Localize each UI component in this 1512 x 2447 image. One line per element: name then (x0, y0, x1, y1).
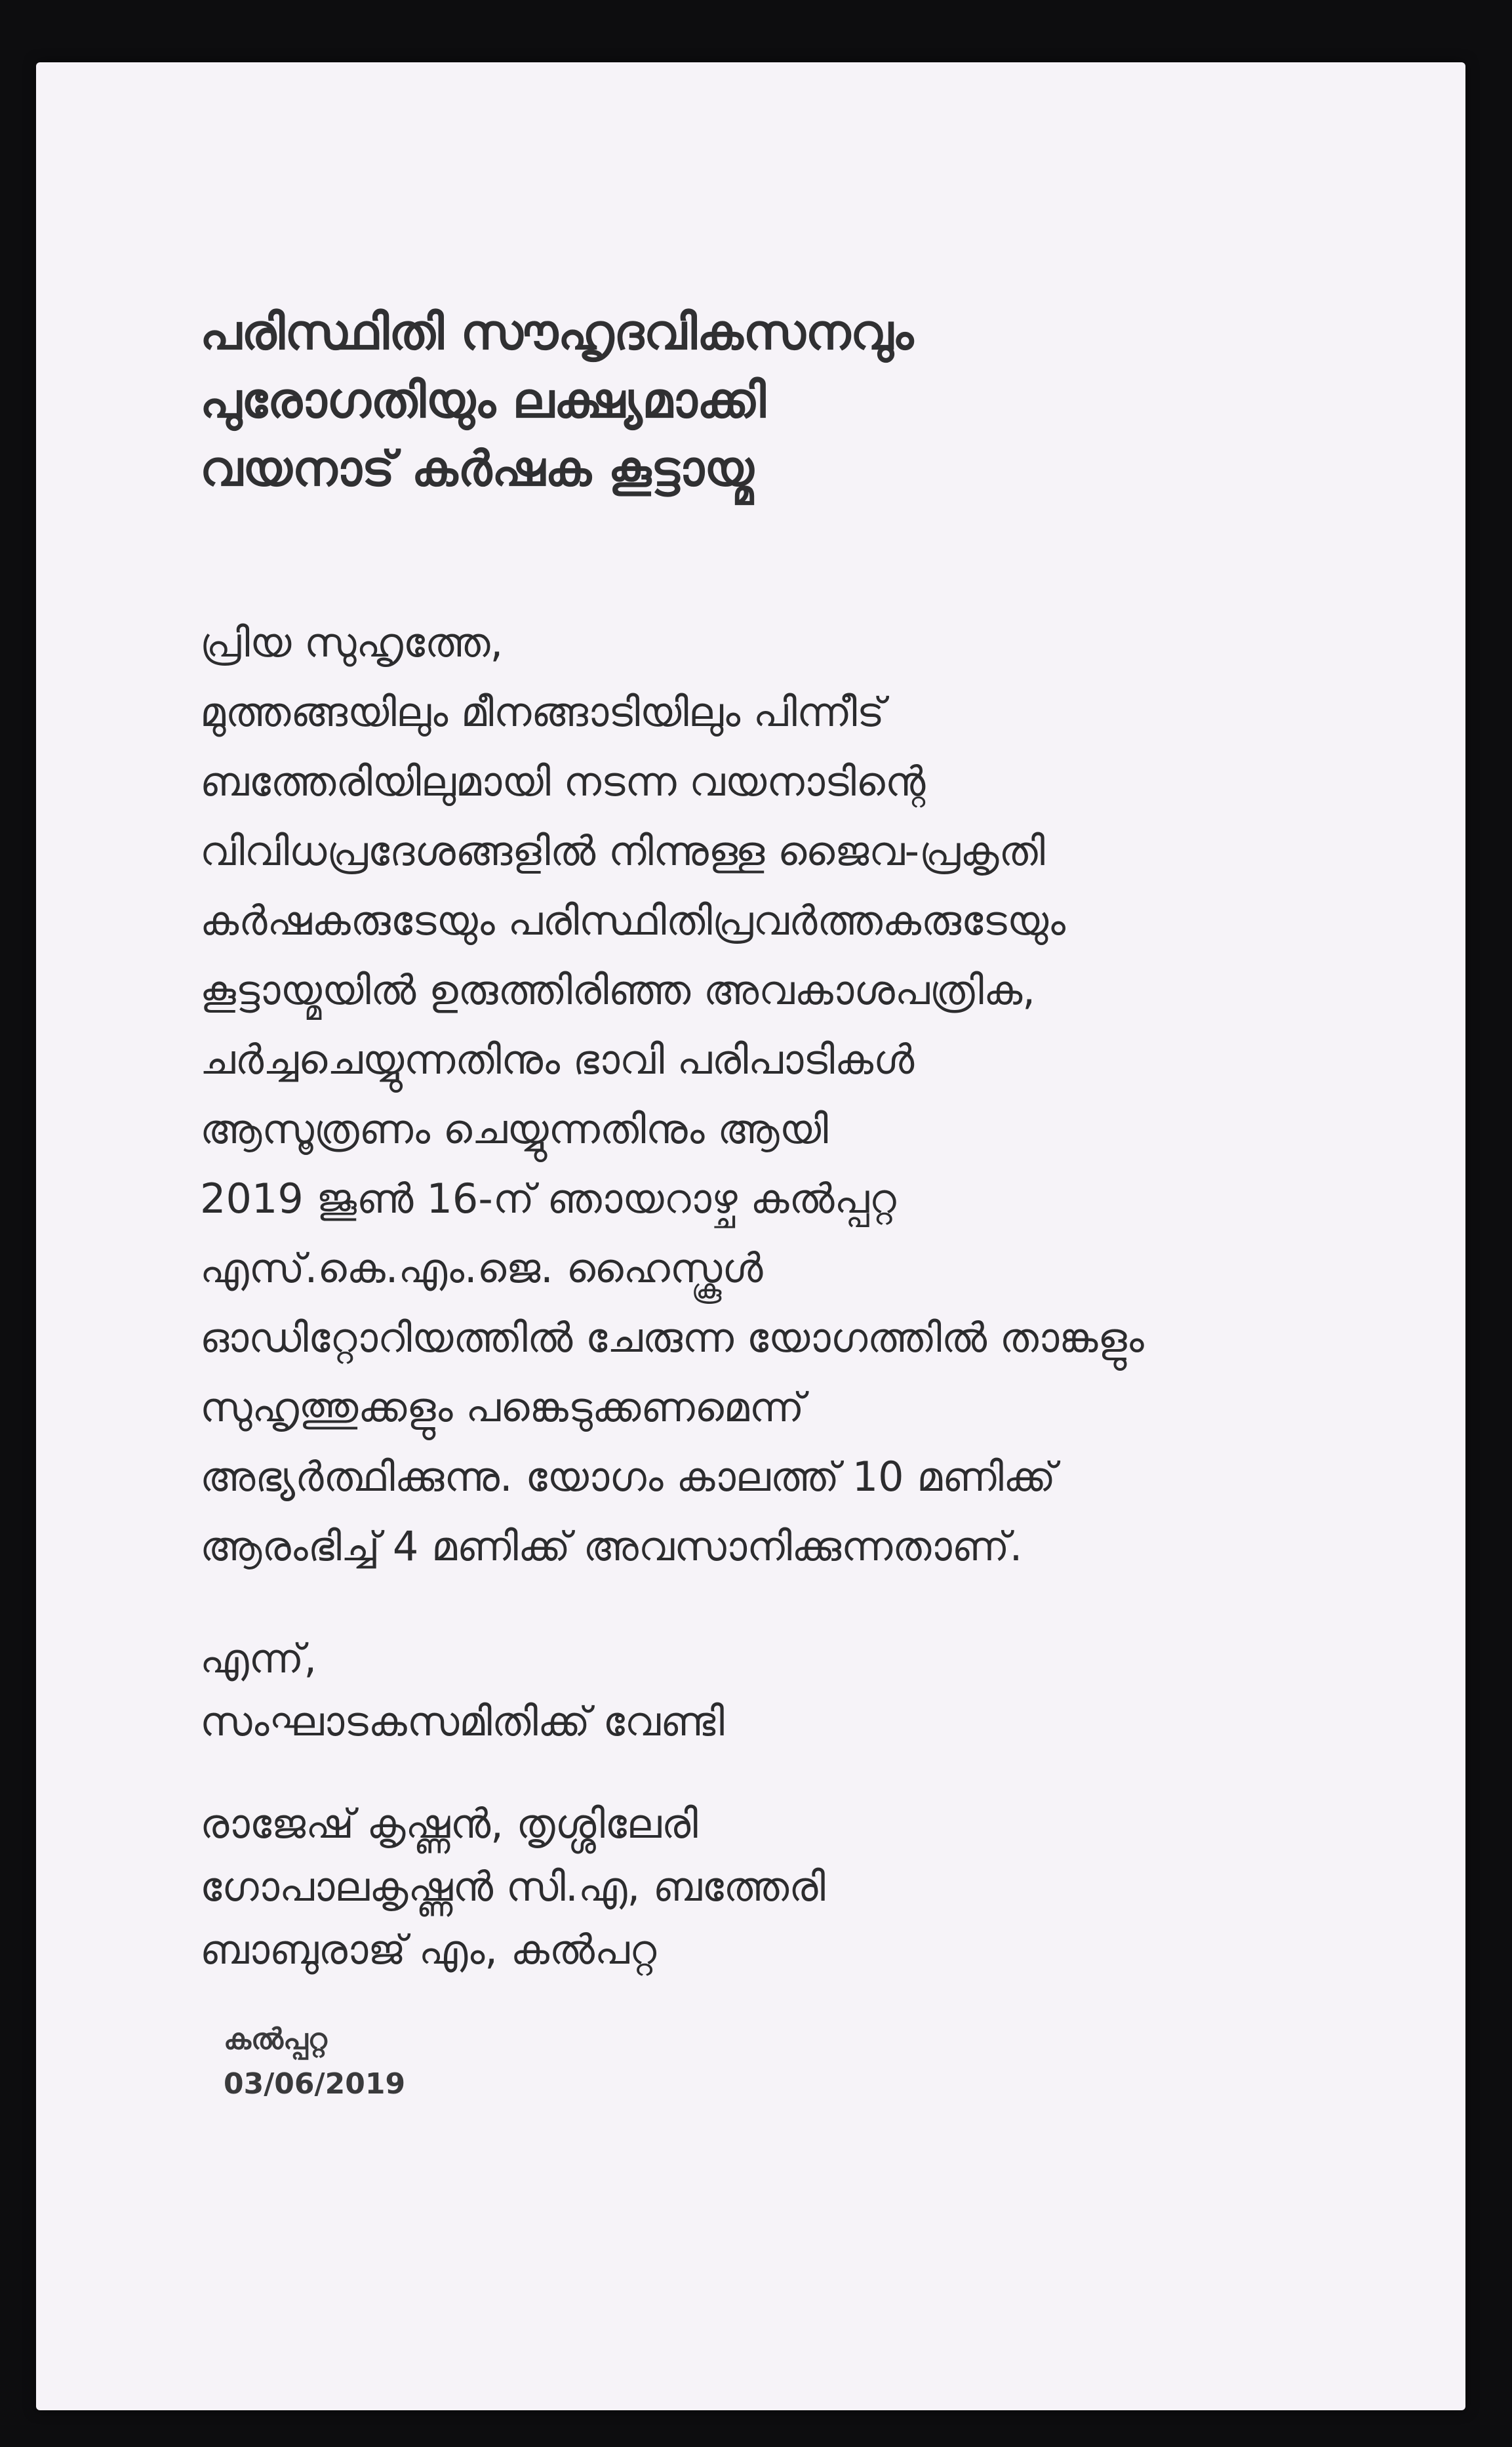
signoff-line: സംഘാടകസമിതിക്ക് വേണ്ടി (200, 1697, 725, 1745)
title-line: പുരോഗതിയും ലക്ഷ്യമാക്കി (200, 373, 766, 429)
title-line: പരിസ്ഥിതി സൗഹൃദവികസനവും (200, 304, 914, 361)
body-line: ചർച്ചചെയ്യുന്നതിനും ഭാവി പരിപാടികൾ (200, 1036, 915, 1083)
body-line: ആസൂത്രണം ചെയ്യുന്നതിനും ആയി (200, 1105, 829, 1153)
signatories-block (200, 1792, 1354, 1981)
body-line: കൂട്ടായ്മയിൽ ഉരുത്തിരിഞ്ഞ അവകാശപത്രിക, (200, 966, 1035, 1014)
body-line: എസ്.കെ.എം.ജെ. ഹൈസ്കൂൾ (200, 1244, 763, 1292)
body-line: കർഷകരുടേയും പരിസ്ഥിതിപ്രവർത്തകരുടേയും (200, 897, 1066, 944)
body-line: ഓഡിറ്റോറിയത്തിൽ ചേരുന്ന യോഗത്തിൽ താങ്കളും (200, 1314, 1144, 1362)
footer-place: കൽപ്പറ്റ (224, 2023, 327, 2056)
letter-title (200, 298, 1354, 503)
letter-content (200, 298, 1354, 2107)
letter-footer (200, 2017, 1354, 2107)
signoff-line: എന്ന്, (200, 1634, 317, 1682)
body-line: സുഹൃത്തുക്കളും പങ്കെടുക്കണമെന്ന് (200, 1383, 805, 1431)
signatory: ഗോപാലകൃഷ്ണൻ സി.എ, ബത്തേരി (200, 1863, 826, 1911)
title-line: വയനാട് കർഷക കൂട്ടായ്മ (200, 441, 754, 497)
signatory: ബാബുരാജ് എം, കൽപറ്റ (200, 1926, 657, 1973)
body-line: അഭ്യർത്ഥിക്കുന്നു. യോഗം കാലത്ത് 10 മണിക്ക് (200, 1453, 1056, 1501)
body-line: ആരംഭിച്ച് 4 മണിക്ക് അവസാനിക്കുന്നതാണ്. (200, 1522, 1023, 1570)
body-line: 2019 ജൂൺ 16-ന് ഞായറാഴ്ച കൽപ്പറ്റ (200, 1175, 896, 1223)
salutation: പ്രിയ സുഹൃത്തേ, (200, 618, 504, 666)
body-line: വിവിധപ്രദേശങ്ങളിൽ നിന്നുള്ള ജൈവ-പ്രകൃതി (200, 827, 1045, 875)
body-line: മുത്തങ്ങയിലും മീനങ്ങാടിയിലും പിന്നീട് (200, 688, 885, 736)
footer-date: 03/06/2019 (224, 2067, 406, 2101)
signoff-block (200, 1627, 1354, 1753)
signatory: രാജേഷ് കൃഷ്ണൻ, തൃശ്ശിലേരി (200, 1800, 698, 1848)
paper-sheet (36, 62, 1465, 2410)
body-line: ബത്തേരിയിലുമായി നടന്ന വയനാടിന്റെ (200, 758, 926, 805)
letter-body (200, 608, 1354, 1581)
